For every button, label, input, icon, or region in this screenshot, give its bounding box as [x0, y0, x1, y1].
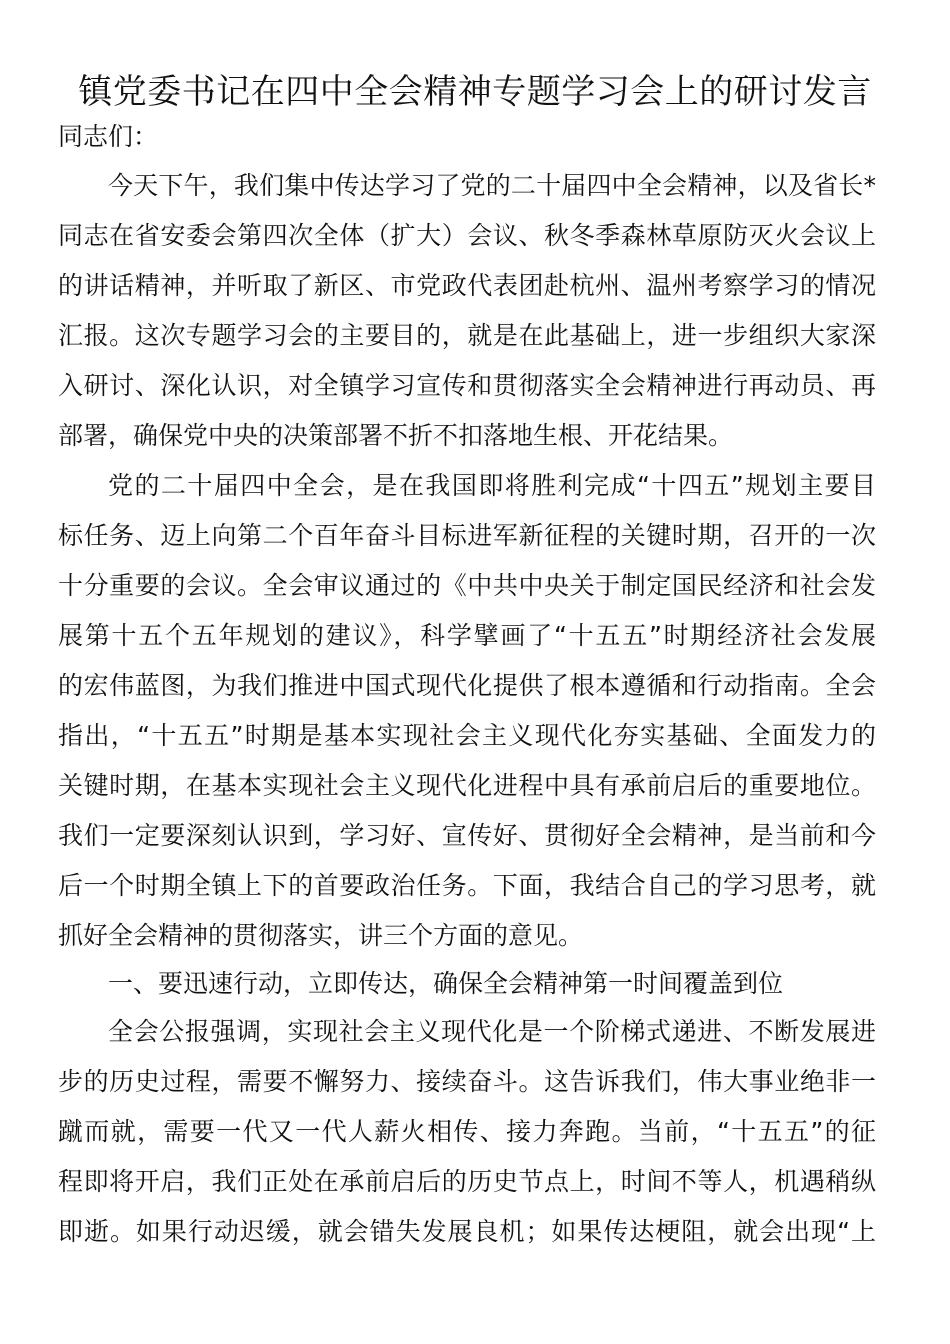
- paragraph-line: 全会公报强调，实现社会主义现代化是一个阶梯式递进、不断发展进: [108, 1017, 876, 1046]
- paragraph-line: 的宏伟蓝图，为我们推进中国式现代化提供了根本遵循和行动指南。全会: [58, 671, 876, 700]
- paragraph: [58, 161, 876, 461]
- paragraph-line: 入研讨、深化认识，对全镇学习宣传和贯彻落实全会精神进行再动员、再: [58, 371, 876, 400]
- document-title: 镇党委书记在四中全会精神专题学习会上的研讨发言: [78, 72, 872, 112]
- paragraph: [58, 1007, 876, 1257]
- paragraph-line: 指出，“十五五”时期是基本实现社会主义现代化夯实基础、全面发力的: [58, 721, 876, 750]
- paragraph-line: 今天下午，我们集中传达学习了党的二十届四中全会精神，以及省长*: [108, 171, 876, 200]
- paragraph-line: 后一个时期全镇上下的首要政治任务。下面，我结合自己的学习思考，就: [58, 871, 876, 900]
- paragraph-line: 党的二十届四中全会，是在我国即将胜利完成“十四五”规划主要目: [108, 471, 876, 500]
- salutation: 同志们：: [58, 122, 159, 151]
- paragraph-line: 我们一定要深刻认识到，学习好、宣传好、贯彻好全会精神，是当前和今: [58, 821, 876, 850]
- paragraph-line: 程即将开启，我们正处在承前启后的历史节点上，时间不等人，机遇稍纵: [58, 1167, 876, 1196]
- paragraph-line: 抓好全会精神的贯彻落实，讲三个方面的意见。: [58, 921, 584, 950]
- paragraph-line: 十分重要的会议。全会审议通过的《中共中央关于制定国民经济和社会发: [58, 571, 876, 600]
- paragraph-line: 的讲话精神，并听取了新区、市党政代表团赴杭州、温州考察学习的情况: [58, 271, 876, 300]
- paragraph-line: 展第十五个五年规划的建议》，科学擘画了“十五五”时期经济社会发展: [58, 621, 876, 650]
- paragraph: [58, 461, 876, 961]
- paragraph-line: 步的历史过程，需要不懈努力、接续奋斗。这告诉我们，伟大事业绝非一: [58, 1067, 876, 1096]
- paragraph-line: 即逝。如果行动迟缓，就会错失发展良机；如果传达梗阻，就会出现“上: [58, 1217, 876, 1246]
- section-heading: 一、要迅速行动，立即传达，确保全会精神第一时间覆盖到位: [108, 969, 784, 998]
- paragraph-line: 关键时期，在基本实现社会主义现代化进程中具有承前启后的重要地位。: [58, 771, 876, 800]
- paragraph-line: 蹴而就，需要一代又一代人薪火相传、接力奔跑。当前，“十五五”的征: [58, 1117, 876, 1146]
- document-body: [58, 113, 876, 1257]
- paragraph-line: 部署，确保党中央的决策部署不折不扣落地生根、开花结果。: [58, 421, 734, 450]
- paragraph-line: 同志在省安委会第四次全体（扩大）会议、秋冬季森林草原防灭火会议上: [58, 221, 876, 250]
- paragraph-line: 标任务、迈上向第二个百年奋斗目标进军新征程的关键时期，召开的一次: [58, 521, 876, 550]
- paragraph-line: 汇报。这次专题学习会的主要目的，就是在此基础上，进一步组织大家深: [58, 321, 876, 350]
